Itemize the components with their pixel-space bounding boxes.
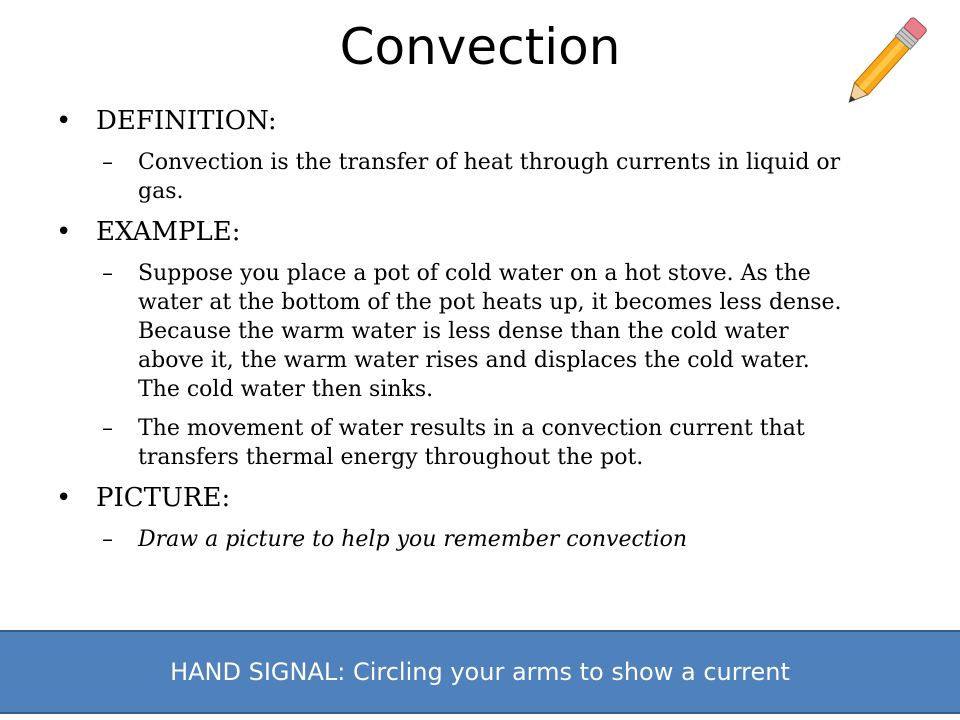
dash-marker: – <box>102 527 113 552</box>
bullet-example <box>56 215 856 249</box>
picture-instruction: Draw a picture to help you remember convection <box>138 527 688 552</box>
bullet-definition <box>56 104 856 138</box>
slide-body <box>56 104 856 554</box>
definition-text: Convection is the transfer of heat through currents in liquid or gas. <box>138 150 841 204</box>
picture-item <box>56 525 856 554</box>
dash-marker: – <box>102 416 113 441</box>
heading-definition: DEFINITION: <box>96 106 277 136</box>
dash-marker: – <box>102 150 113 175</box>
pencil-icon <box>838 14 938 104</box>
heading-example: EXAMPLE: <box>96 217 241 247</box>
dash-marker: – <box>102 261 113 286</box>
example-text-2: The movement of water results in a convection current that transfers thermal energy throughout the pot. <box>138 416 805 470</box>
heading-picture: PICTURE: <box>96 483 231 513</box>
slide-title: Convection <box>339 18 621 76</box>
example-text-1: Suppose you place a pot of cold water on a hot stove. As the water at the bottom of the pot heats up, it becomes less dense. Because the warm water is less dense than the cold water above it, the warm water rises and displaces the cold water. The cold water then sinks. <box>138 261 842 402</box>
bullet-picture <box>56 481 856 515</box>
hand-signal-text: HAND SIGNAL: Circling your arms to show a current <box>170 658 790 686</box>
bullet-marker: • <box>56 483 72 513</box>
bullet-marker: • <box>56 106 72 136</box>
example-item <box>56 414 856 472</box>
definition-item <box>56 148 856 206</box>
hand-signal-banner <box>0 630 960 714</box>
bullet-marker: • <box>56 217 72 247</box>
example-item <box>56 259 856 404</box>
